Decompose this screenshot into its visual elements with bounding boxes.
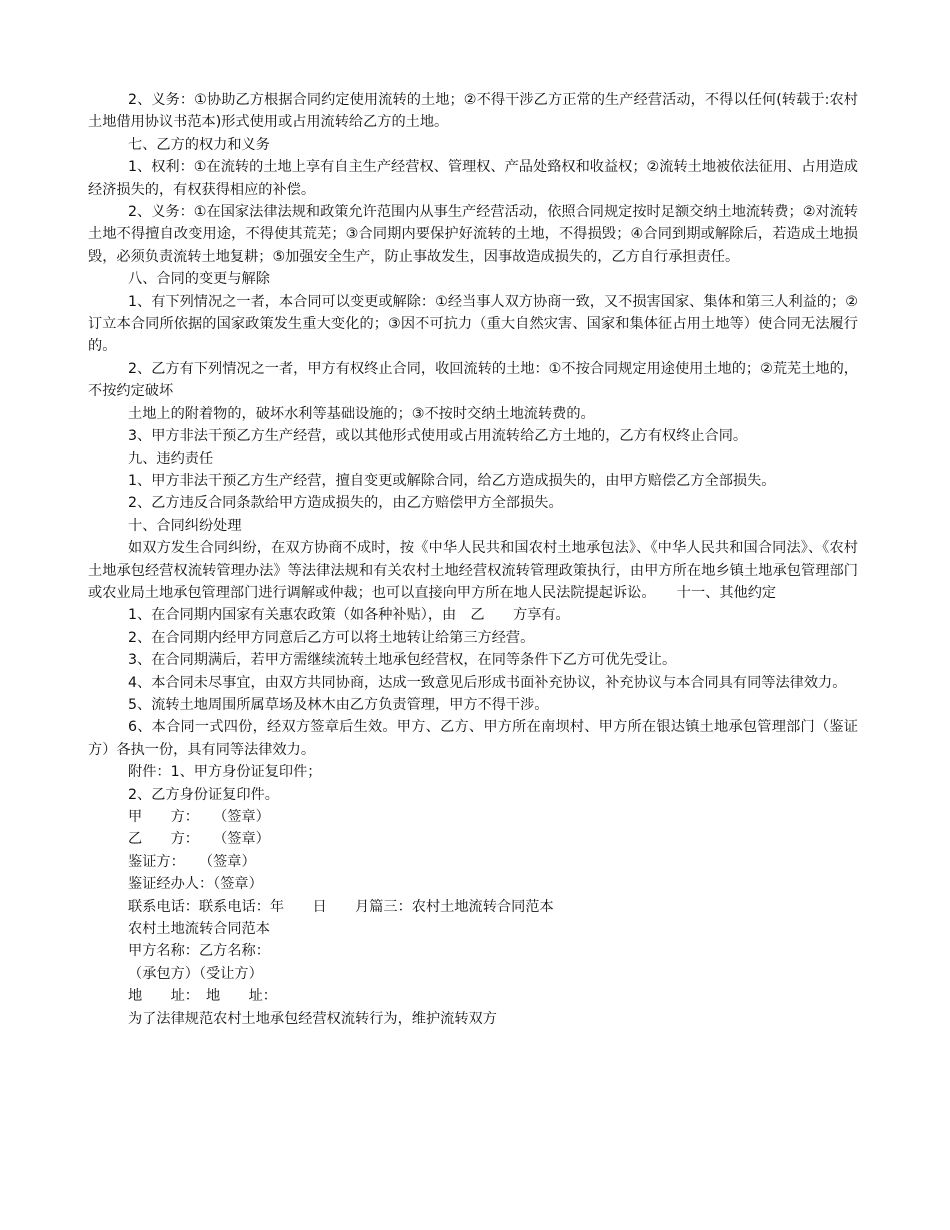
document-paragraph: 2、乙方违反合同条款给甲方造成损失的，由乙方赔偿甲方全部损失。 [128, 495, 563, 512]
document-paragraph: 十、合同纠纷处理 [128, 517, 242, 534]
document-body [88, 89, 858, 1030]
document-paragraph: 地 址： 地 址： [128, 988, 277, 1005]
document-paragraph: 4、本合同未尽事宜，由双方共同协商，达成一致意见后形成书面补充协议，补充协议与本合同具有同等法律效力。 [128, 674, 847, 691]
document-paragraph: 七、乙方的权力和义务 [128, 136, 270, 153]
document-paragraph: 甲 方： （签章） [128, 809, 270, 825]
document-paragraph: 2、在合同期内经甲方同意后乙方可以将土地转让给第三方经营。 [128, 629, 535, 646]
document-paragraph: 农村土地流转合同范本 [128, 921, 270, 938]
document-paragraph: 1、权利：①在流转的土地上享有自主生产经营权、管理权、产品处臵权和收益权；②流转土地被依法征用、占用造成经济损失的，有权获得相应的补偿。 [88, 159, 858, 198]
document-paragraph: 1、甲方非法干预乙方生产经营，擅自变更或解除合同，给乙方造成损失的，由甲方赔偿乙方全部损失。 [128, 472, 776, 489]
document-paragraph: 1、有下列情况之一者，本合同可以变更或解除：①经当事人双方协商一致，又不损害国家、集体和第三人利益的；②订立本合同所依据的国家政策发生重大变化的；③因不可抗力（重大自然灾害、国家和集体征占用土地等）使合同无法履行的。 [88, 293, 858, 355]
document-paragraph: 土地上的附着物的，破坏水利等基础设施的；③不按时交纳土地流转费的。 [128, 405, 595, 422]
document-paragraph: 3、甲方非法干预乙方生产经营，或以其他形式使用或占用流转给乙方土地的，乙方有权终止合同。 [128, 428, 748, 445]
document-paragraph: 2、义务：①协助乙方根据合同约定使用流转的土地；②不得干涉乙方正常的生产经营活动，不得以任何(转载于:农村土地借用协议书范本)形式使用或占用流转给乙方的土地。 [88, 92, 858, 131]
document-paragraph: 3、在合同期满后，若甲方需继续流转土地承包经营权，在同等条件下乙方可优先受让。 [128, 652, 677, 669]
document-paragraph: 附件：1、甲方身份证复印件； [128, 764, 322, 781]
document-paragraph: 为了法律规范农村土地承包经营权流转行为，维护流转双方 [128, 1010, 497, 1027]
document-paragraph: 甲方名称：乙方名称： [128, 943, 270, 960]
document-paragraph: 6、本合同一式四份，经双方签章后生效。甲方、乙方、甲方所在南坝村、甲方所在银达镇土地承包管理部门（鉴证方）各执一份，具有同等法律效力。 [88, 719, 858, 758]
document-paragraph: 5、流转土地周围所属草场及林木由乙方负责管理，甲方不得干涉。 [128, 696, 549, 713]
document-paragraph: 2、乙方有下列情况之一者，甲方有权终止合同，收回流转的土地：①不按合同规定用途使用土地的；②荒芜土地的，不按约定破坏 [88, 360, 858, 400]
document-paragraph: 如双方发生合同纠纷，在双方协商不成时，按《中华人民共和国农村土地承包法》、《中华人民共和国合同法》、《农村土地承包经营权流转管理办法》等法律法规和有关农村土地经营权流转管理政策执行，由甲方所在地乡镇土地承包管理部门或农业局土地承包管理部门进行调解或仲裁；也可以直接向甲方所在地人民法院提起诉讼。 十一、其他约定 [88, 540, 858, 601]
document-paragraph: 联系电话：联系电话：年 日 月篇三：农村土地流转合同范本 [128, 898, 554, 915]
document-paragraph: 九、违约责任 [128, 450, 214, 467]
document-paragraph: 2、乙方身份证复印件。 [128, 786, 279, 803]
document-paragraph: 鉴证经办人：（签章） [128, 876, 263, 893]
document-paragraph: 2、义务：①在国家法律法规和政策允许范围内从事生产经营活动，依照合同规定按时足额交纳土地流转费；②对流转土地不得擅自改变用途，不得使其荒芜；③合同期内要保护好流转的土地，不得损毁；④合同到期或解除后，若造成土地损毁，必须负责流转土地复耕；⑤加强安全生产，防止事故发生，因事故造成损失的，乙方自行承担责任。 [88, 204, 858, 265]
document-paragraph: 1、在合同期内国家有关惠农政策（如各种补贴），由 乙 方享有。 [128, 607, 570, 624]
document-paragraph: （承包方）（受让方） [128, 965, 263, 982]
document-paragraph: 乙 方： （签章） [128, 831, 270, 848]
document-paragraph: 鉴证方： （签章） [128, 853, 256, 870]
document-paragraph: 八、合同的变更与解除 [128, 271, 270, 288]
